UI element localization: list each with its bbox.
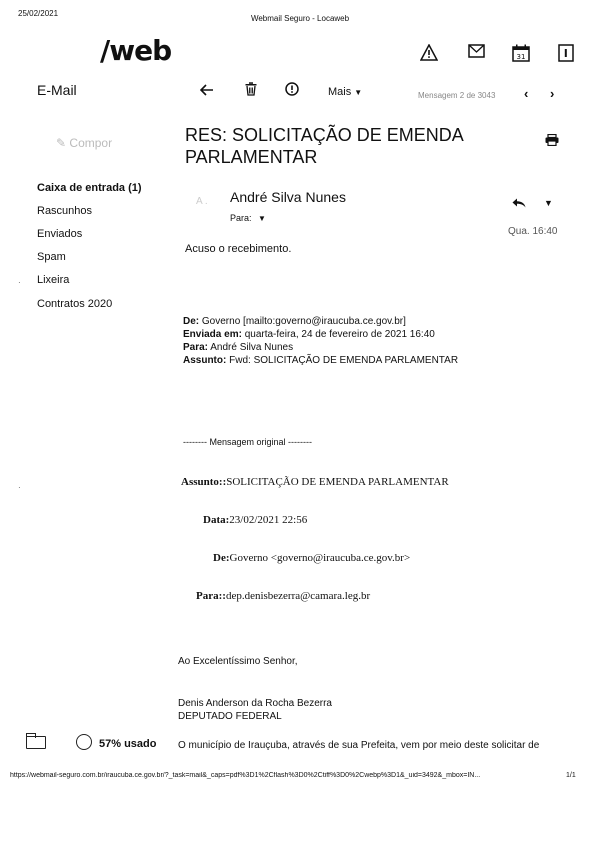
- webmail-logo[interactable]: /web: [100, 34, 172, 67]
- reply-icon[interactable]: [512, 196, 526, 211]
- folder-contratos-2020[interactable]: Contratos 2020: [37, 298, 113, 310]
- fwd-subject: Assunto: Fwd: SOLICITAÇÃO DE EMENDA PARLAMENTAR: [183, 355, 459, 366]
- sender-avatar: A .: [196, 196, 208, 207]
- compose-label: Compor: [69, 136, 113, 150]
- print-date: 25/02/2021: [18, 9, 59, 18]
- orig-from: De:Governo <governo@iraucuba.ce.gov.br>: [213, 552, 411, 564]
- compose-icon: ✎: [56, 136, 67, 150]
- print-url: https://webmail-seguro.com.br/iraucuba.ce.gov.br/?_task=mail&_caps=pdf%3D1%2Cflash%3D0%2Ctiff%3D0%2Cwebp%3D1&_uid=3492&_mbox=IN...: [10, 772, 481, 779]
- recipient-name: Denis Anderson da Rocha Bezerra: [178, 698, 332, 709]
- scan-dot: ·: [18, 483, 21, 492]
- to-label: Para:: [230, 213, 252, 223]
- reply-body: Acuso o recebimento.: [185, 243, 292, 255]
- more-label: Mais: [328, 86, 352, 98]
- greeting: Ao Excelentíssimo Senhor,: [178, 656, 298, 667]
- chevron-down-icon: ▼: [258, 214, 266, 223]
- print-page-title: Webmail Seguro - Locaweb: [250, 14, 350, 23]
- orig-subject: Assunto::SOLICITAÇÃO DE EMENDA PARLAMENTAR: [181, 476, 449, 488]
- calendar-day: 31: [516, 53, 526, 61]
- fwd-sent-value: quarta-feira, 24 de fevereiro de 2021 16:40: [244, 329, 435, 340]
- sender-name[interactable]: André Silva Nunes: [230, 189, 346, 205]
- info-icon[interactable]: [285, 82, 299, 100]
- recipients-toggle[interactable]: [230, 213, 266, 223]
- folder-trash[interactable]: Lixeira: [37, 274, 70, 286]
- quota-icon: [76, 734, 92, 750]
- orig-to: Para::dep.denisbezerra@camara.leg.br: [196, 590, 371, 602]
- scan-dot: ·: [18, 278, 21, 287]
- printer-icon[interactable]: [545, 133, 559, 149]
- fwd-from: De: Governo [mailto:governo@iraucuba.ce.gov.br]: [183, 316, 406, 327]
- folder-sent[interactable]: Enviados: [37, 228, 83, 240]
- print-page-number: 1/1: [566, 772, 576, 779]
- envelope-icon[interactable]: [467, 44, 485, 62]
- folder-options-icon[interactable]: [26, 736, 46, 749]
- original-message-separator: -------- Mensagem original --------: [183, 437, 312, 447]
- chevron-down-icon: ▼: [354, 88, 363, 97]
- contacts-icon[interactable]: [557, 44, 575, 62]
- orig-date: Data:23/02/2021 22:56: [203, 514, 308, 526]
- body-continuation: O município de Irauçuba, através de sua Prefeita, vem por meio deste solicitar de: [178, 740, 540, 751]
- reply-options-icon[interactable]: ▼: [544, 198, 553, 208]
- message-pager: Mensagem 2 de 3043: [418, 91, 496, 100]
- back-arrow-icon[interactable]: [200, 82, 214, 100]
- previous-message-icon[interactable]: ‹: [524, 86, 529, 101]
- fwd-from-value[interactable]: Governo [mailto:governo@iraucuba.ce.gov.br]: [201, 316, 406, 327]
- folder-spam[interactable]: Spam: [37, 251, 66, 263]
- fwd-sent: Enviada em: quarta-feira, 24 de fevereiro de 2021 16:40: [183, 329, 435, 340]
- folder-inbox[interactable]: Caixa de entrada (1): [37, 182, 142, 194]
- next-message-icon[interactable]: ›: [550, 86, 555, 101]
- recipient-title: DEPUTADO FEDERAL: [178, 711, 282, 722]
- calendar-icon[interactable]: [512, 44, 530, 62]
- more-menu[interactable]: [328, 86, 362, 98]
- message-date: Qua. 16:40: [508, 226, 558, 237]
- quota-usage: 57% usado: [99, 738, 157, 750]
- email-section-title: E-Mail: [37, 82, 77, 98]
- compose-button[interactable]: [56, 136, 112, 150]
- orig-from-value[interactable]: Governo <governo@iraucuba.ce.gov.br>: [229, 552, 411, 564]
- fwd-to-value: André Silva Nunes: [210, 342, 294, 353]
- message-subject: RES: SOLICITAÇÃO DE EMENDA PARLAMENTAR: [185, 125, 463, 167]
- warning-icon[interactable]: [420, 44, 438, 62]
- trash-icon[interactable]: [245, 82, 257, 100]
- orig-to-value[interactable]: dep.denisbezerra@camara.leg.br: [225, 590, 371, 602]
- folder-drafts[interactable]: Rascunhos: [37, 205, 93, 217]
- fwd-subject-value: Fwd: SOLICITAÇÃO DE EMENDA PARLAMENTAR: [229, 355, 459, 366]
- fwd-to: Para: André Silva Nunes: [183, 342, 294, 353]
